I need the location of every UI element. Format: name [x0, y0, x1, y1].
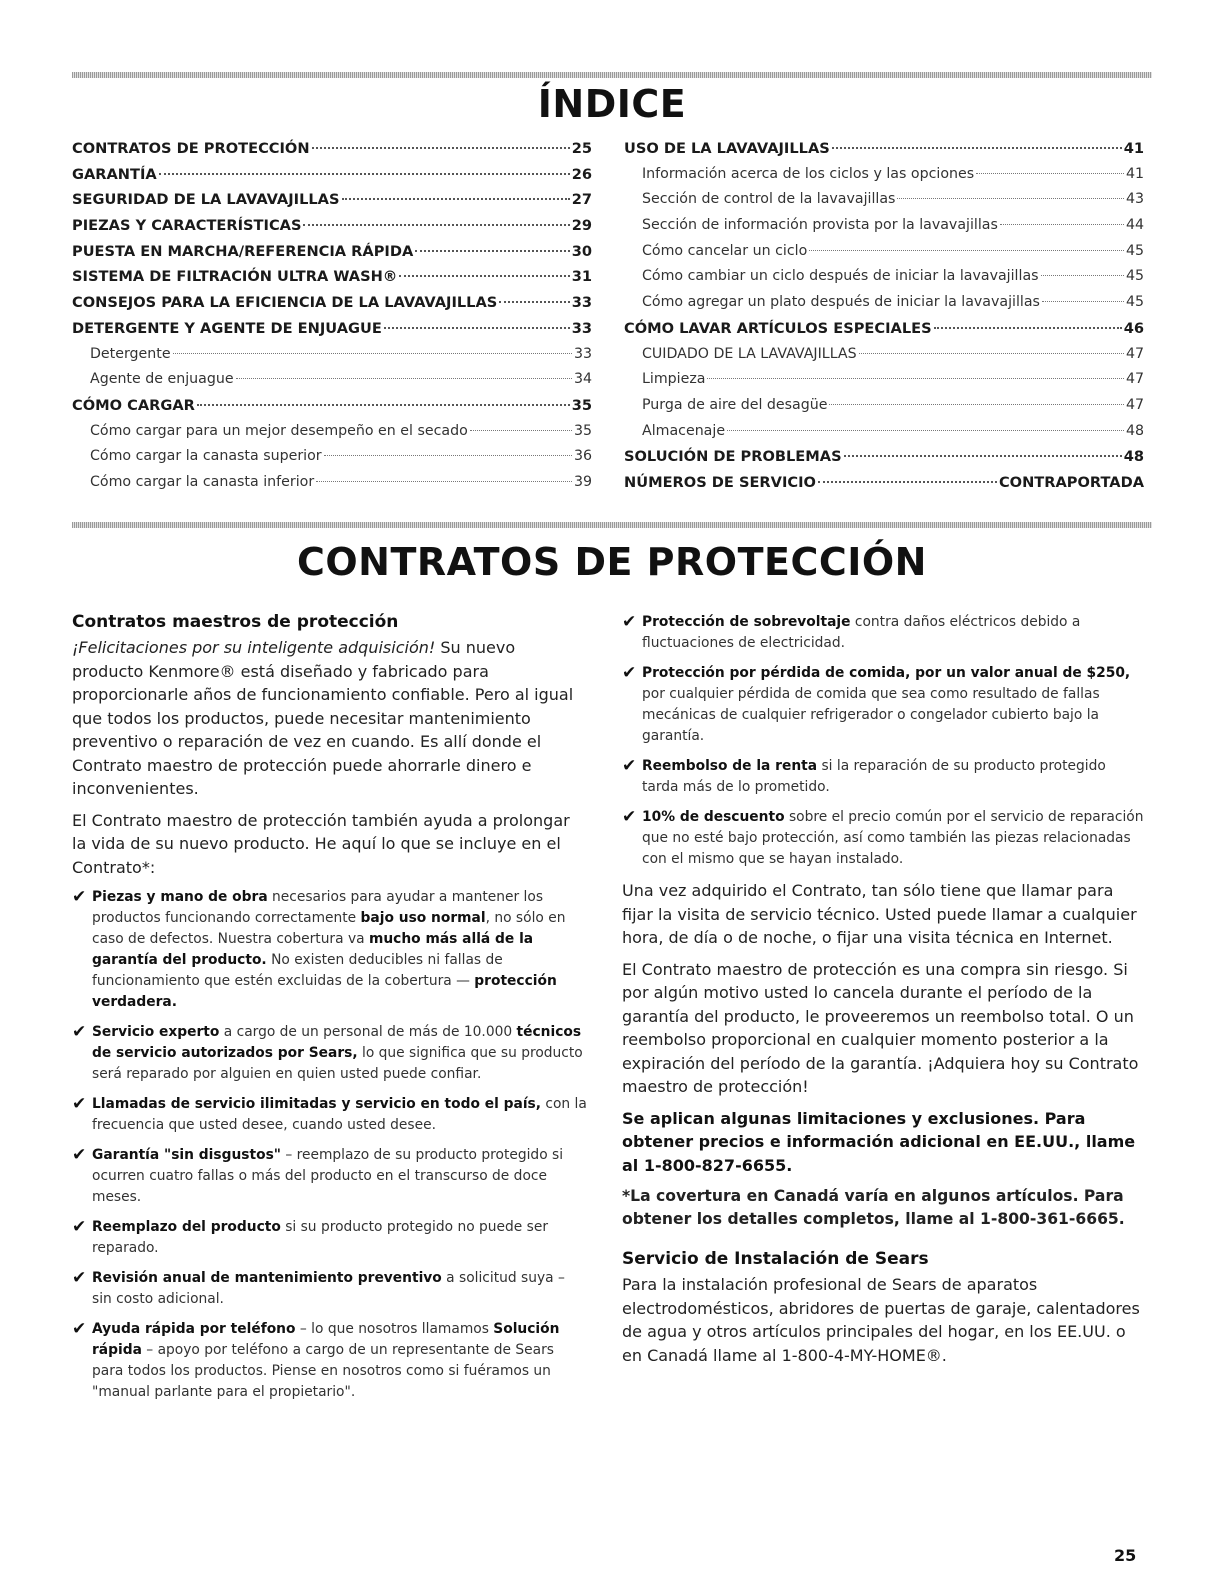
benefit-bold-text: Ayuda rápida por teléfono [92, 1321, 296, 1337]
benefit-text: – apoyo por teléfono a cargo de un representante de Sears para todos los productos. Piense en nosotros como si fuéramos un "manual parlante para el propietario". [92, 1342, 554, 1400]
toc-entry[interactable] [624, 444, 1144, 470]
toc-entry[interactable] [72, 342, 592, 368]
benefit-text: sobre el precio común por el servicio de reparación que no esté bajo protección, así como también las piezas relacionadas con el mismo que se hayan instalado. [642, 809, 1144, 867]
toc-entry[interactable] [72, 316, 592, 342]
benefit-bold-text: mucho más allá de la garantía del producto. [92, 931, 534, 968]
toc-leader-dots [934, 327, 1122, 329]
limitations-paragraph: Se aplican algunas limitaciones y exclusiones. Para obtener precios e información adicional en EE.UU., llame al 1-800-827-6655. [622, 1108, 1136, 1175]
page-number: 25 [1114, 1546, 1137, 1565]
benefit-item [72, 1268, 588, 1310]
toc-entry[interactable] [624, 264, 1144, 290]
checkmark-icon: ✔ [622, 612, 637, 632]
toc-entry-page: 33 [573, 345, 592, 362]
schedule-paragraph: Una vez adquirido el Contrato, tan sólo tiene que llamar para fijar la visita de servicio técnico. Usted puede llamar a cualquier hora, de día o de noche, o fijar una visita técnica en Internet. [622, 881, 1137, 947]
toc-entry-label: Información acerca de los ciclos y las opciones [642, 165, 975, 182]
canada-note: *La covertura en Canadá varía en algunos artículos. Para obtener los detalles completos, llame al 1-800-361-6665. [622, 1187, 1125, 1228]
toc-leader-dots [707, 378, 1123, 379]
benefit-bold-text: bajo uso normal [360, 910, 486, 926]
index-title: ÍNDICE [537, 82, 687, 126]
benefit-bold-text: Llamadas de servicio ilimitadas y servicio en todo el país, [92, 1096, 541, 1112]
toc-leader-dots [159, 173, 570, 175]
benefit-item [72, 1319, 588, 1403]
toc-leader-dots [312, 147, 570, 149]
benefit-text: a cargo de un personal de más de 10.000 [219, 1024, 517, 1040]
checkmark-icon: ✔ [72, 1094, 87, 1114]
toc-entry-page: 25 [571, 140, 592, 157]
toc-entry-label: USO DE LA LAVAVAJILLAS [624, 140, 830, 157]
toc-entry-page: 45 [1125, 294, 1144, 311]
toc-leader-dots [727, 430, 1124, 431]
benefit-bold-text: Solución rápida [92, 1321, 560, 1358]
toc-leader-dots [399, 275, 569, 277]
toc-entry-page: 47 [1125, 396, 1144, 413]
toc-entry-page: 45 [1125, 242, 1144, 259]
toc-entry[interactable] [624, 162, 1144, 188]
benefit-text: con la frecuencia que usted desee, cuando usted desee. [92, 1096, 587, 1133]
benefit-item [72, 1217, 588, 1259]
intro-paragraph [72, 636, 588, 801]
toc-leader-dots [809, 250, 1124, 251]
benefit-item [72, 1094, 588, 1136]
toc-entry[interactable] [624, 187, 1144, 213]
toc-entry-page: 41 [1125, 165, 1144, 182]
toc-leader-dots [415, 250, 569, 252]
section-rule [72, 522, 1152, 528]
checkmark-icon: ✔ [72, 1145, 87, 1165]
right-benefits-list [622, 612, 1146, 870]
toc-entry-label: Cómo cargar para un mejor desempeño en el secado [90, 422, 468, 439]
toc-entry-page: 48 [1125, 422, 1144, 439]
toc-entry[interactable] [624, 316, 1144, 342]
toc-entry[interactable] [72, 239, 592, 265]
toc-entry[interactable] [624, 213, 1144, 239]
masters-heading: Contratos maestros de protección [72, 612, 399, 632]
toc-entry[interactable] [72, 393, 592, 419]
benefit-text: – lo que nosotros llamamos [295, 1321, 494, 1337]
toc-entry[interactable] [72, 419, 592, 445]
toc-leader-dots [829, 404, 1123, 405]
toc-leader-dots [499, 301, 569, 303]
toc-leader-dots [1000, 224, 1124, 225]
benefit-bold-text: 10% de descuento [642, 809, 785, 825]
toc-entry[interactable] [72, 444, 592, 470]
checkmark-icon: ✔ [72, 1268, 87, 1288]
toc-entry-page: CONTRAPORTADA [998, 473, 1144, 491]
toc-entry[interactable] [72, 367, 592, 393]
benefit-bold-text: técnicos de servicio autorizados por Sears, [92, 1024, 582, 1061]
top-rule [72, 72, 1152, 78]
toc-entry-page: 47 [1125, 371, 1144, 388]
toc-entry-page: 41 [1123, 140, 1144, 157]
toc-leader-dots [316, 481, 572, 482]
toc-entry-page: 35 [573, 422, 592, 439]
benefit-item [622, 807, 1146, 870]
benefit-text: necesarios para ayudar a mantener los productos funcionando correctamente [92, 889, 544, 926]
toc-entry-label: Almacenaje [642, 422, 726, 439]
toc-leader-dots [197, 404, 570, 406]
toc-entry[interactable] [72, 264, 592, 290]
checkmark-icon: ✔ [622, 663, 637, 683]
toc-entry[interactable] [624, 342, 1144, 368]
toc-leader-dots [236, 378, 572, 379]
toc-entry-label: Cómo cargar la canasta inferior [90, 473, 315, 490]
benefit-bold-text: Reemplazo del producto [92, 1219, 281, 1235]
toc-entry-page: 36 [573, 448, 592, 465]
benefit-bold-text: Garantía "sin disgustos" [92, 1147, 281, 1163]
toc-entry[interactable] [624, 239, 1144, 265]
toc-entry-label: Detergente [90, 345, 171, 362]
toc-entry-page: 30 [571, 242, 592, 260]
toc-leader-dots [1041, 275, 1124, 276]
benefit-bold-text: Servicio experto [92, 1024, 220, 1040]
toc-entry-page: 29 [571, 217, 592, 235]
benefit-text: No existen deducibles ni fallas de funcionamiento que estén excluidas de la cobertura — [92, 952, 503, 989]
toc-entry-label: DETERGENTE Y AGENTE DE ENJUAGUE [72, 319, 382, 337]
toc-leader-dots [897, 198, 1123, 199]
toc-entry-page: 46 [1123, 319, 1144, 337]
benefit-text: contra daños eléctricos debido a fluctuaciones de electricidad. [642, 614, 1081, 651]
toc-entry-page: 39 [573, 473, 592, 490]
toc-entry-label: SISTEMA DE FILTRACIÓN ULTRA WASH® [72, 268, 398, 286]
toc-entry-page: 34 [573, 371, 592, 388]
benefit-bold-text: Piezas y mano de obra [92, 889, 268, 905]
benefit-text: , no sólo en caso de defectos. Nuestra cobertura va [92, 910, 566, 947]
toc-entry-label: CÓMO LAVAR ARTÍCULOS ESPECIALES [624, 319, 932, 337]
benefit-text: – reemplazo de su producto protegido si ocurren cuatro fallas o más del producto en el transcurso de doce meses. [92, 1147, 564, 1205]
toc-entry[interactable] [72, 162, 592, 188]
toc-entry[interactable] [624, 290, 1144, 316]
benefit-item [72, 1022, 588, 1085]
toc-entry[interactable] [72, 470, 592, 496]
benefit-text: a solicitud suya – sin costo adicional. [92, 1270, 565, 1307]
benefit-bold-text: Protección de sobrevoltaje [642, 614, 851, 630]
risk-free-paragraph: El Contrato maestro de protección es una compra sin riesgo. Si por algún motivo usted lo cancela durante el período de la garantía del producto, le proveeremos un reembolso total. O un reembolso proporcional en cualquier momento posterior a la expiración del período de la garantía. ¡Adquiera hoy su Contrato maestro de protección! [622, 959, 1139, 1096]
benefit-item [622, 756, 1146, 798]
toc-entry[interactable] [72, 213, 592, 239]
toc-entry-page: 35 [571, 396, 592, 414]
toc-entry-label: Cómo cambiar un ciclo después de iniciar la lavavajillas [642, 268, 1039, 285]
toc-entry-label: Sección de control de la lavavajillas [642, 191, 896, 208]
toc-entry-label: Agente de enjuague [90, 371, 234, 388]
toc-entry-label: Sección de información provista por la lavavajillas [642, 217, 998, 234]
toc-entry-label: Cómo cancelar un ciclo [642, 242, 808, 259]
benefit-bold-text: Revisión anual de mantenimiento preventivo [92, 1270, 442, 1286]
benefit-bold-text: Protección por pérdida de comida, por un valor anual de $250, [642, 665, 1131, 681]
toc-leader-dots [976, 173, 1124, 174]
toc-entry[interactable] [624, 419, 1144, 445]
checkmark-icon: ✔ [72, 887, 87, 907]
toc-entry-page: 33 [571, 319, 592, 337]
toc-entry-label: Cómo agregar un plato después de iniciar la lavavajillas [642, 294, 1040, 311]
toc-entry-label: SOLUCIÓN DE PROBLEMAS [624, 448, 842, 466]
toc-entry[interactable] [72, 290, 592, 316]
section-title: CONTRATOS DE PROTECCIÓN [296, 540, 927, 584]
includes-paragraph: El Contrato maestro de protección también ayuda a prolongar la vida de su nuevo producto. He aquí lo que se incluye en el Contrato*: [72, 810, 570, 877]
toc-entry-page: 48 [1123, 448, 1144, 466]
benefit-text: si la reparación de su producto protegido tarda más de lo prometido. [642, 758, 1106, 795]
toc-leader-dots [1042, 301, 1124, 302]
toc-leader-dots [844, 455, 1122, 457]
toc-entry-label: Limpieza [642, 371, 706, 388]
toc-entry-label: NÚMEROS DE SERVICIO [624, 473, 816, 491]
checkmark-icon: ✔ [72, 1022, 87, 1042]
right-column [622, 612, 1146, 1375]
benefit-item [622, 663, 1146, 747]
toc-left-column [72, 136, 592, 496]
toc-leader-dots [324, 455, 572, 456]
left-column [72, 612, 588, 1412]
toc-entry-page: 44 [1125, 217, 1144, 234]
toc-leader-dots [859, 353, 1124, 354]
toc-entry-label: SEGURIDAD DE LA LAVAVAJILLAS [72, 191, 340, 209]
toc-right-column [624, 136, 1144, 496]
toc-leader-dots [342, 198, 570, 200]
toc-entry[interactable] [624, 367, 1144, 393]
benefit-text: si su producto protegido no puede ser reparado. [92, 1219, 549, 1256]
toc-leader-dots [384, 327, 570, 329]
toc-entry-page: 33 [571, 294, 592, 312]
toc-entry-page: 26 [571, 165, 592, 183]
toc-leader-dots [470, 430, 572, 431]
toc-entry-page: 45 [1125, 268, 1144, 285]
toc-entry-page: 31 [571, 268, 592, 286]
toc-leader-dots [818, 481, 997, 483]
toc-leader-dots [173, 353, 572, 354]
toc-entry-page: 47 [1125, 345, 1144, 362]
checkmark-icon: ✔ [622, 756, 637, 776]
toc-entry-label: PIEZAS Y CARACTERÍSTICAS [72, 217, 302, 235]
checkmark-icon: ✔ [622, 807, 637, 827]
intro-emphasis: ¡Felicitaciones por su inteligente adquisición! [72, 638, 436, 657]
checkmark-icon: ✔ [72, 1217, 87, 1237]
intro-rest: Su nuevo producto Kenmore® está diseñado y fabricado para proporcionarle años de funcionamiento confiable. Pero al igual que todos los productos, puede necesitar mantenimiento preventivo o reparación de vez en cuando. Es allí donde el Contrato maestro de protección puede ahorrarle dinero e inconvenientes. [72, 638, 574, 798]
checkmark-icon: ✔ [72, 1319, 87, 1339]
benefit-text: por cualquier pérdida de comida que sea como resultado de fallas mecánicas de cualquier refrigerador o congelador cubierto bajo la garantía. [642, 686, 1100, 744]
toc-entry[interactable] [624, 393, 1144, 419]
benefit-item [72, 1145, 588, 1208]
benefit-item [72, 887, 588, 1013]
toc-entry-label: CÓMO CARGAR [72, 396, 195, 414]
toc-entry-label: CONSEJOS PARA LA EFICIENCIA DE LA LAVAVAJILLAS [72, 294, 498, 312]
benefit-bold-text: protección verdadera. [92, 973, 557, 1010]
toc-entry-label: CONTRATOS DE PROTECCIÓN [72, 140, 310, 157]
benefit-bold-text: Reembolso de la renta [642, 758, 818, 774]
benefit-item [622, 612, 1146, 654]
toc-entry[interactable] [72, 187, 592, 213]
toc-entry-label: PUESTA EN MARCHA/REFERENCIA RÁPIDA [72, 242, 414, 260]
toc-entry[interactable] [624, 470, 1144, 496]
toc-entry-page: 43 [1125, 191, 1144, 208]
install-paragraph: Para la instalación profesional de Sears de aparatos electrodomésticos, abridores de puertas de garaje, calentadores de agua y otros artículos principales del hogar, en los EE.UU. o en Canadá llame al 1-800-4-MY-HOME®. [622, 1275, 1140, 1365]
toc-entry-page: 27 [571, 191, 592, 209]
toc-entry[interactable] [624, 136, 1144, 162]
install-heading: Servicio de Instalación de Sears [622, 1249, 929, 1269]
toc-entry[interactable] [72, 136, 592, 162]
toc-leader-dots [832, 147, 1122, 149]
toc-entry-label: Cómo cargar la canasta superior [90, 448, 322, 465]
toc-entry-label: Purga de aire del desagüe [642, 396, 828, 413]
benefit-text: lo que significa que su producto será reparado por alguien en quien usted puede confiar. [92, 1045, 583, 1082]
left-benefits-list [72, 887, 588, 1403]
toc-entry-label: GARANTÍA [72, 165, 157, 183]
toc-entry-label: CUIDADO DE LA LAVAVAJILLAS [642, 345, 857, 362]
toc-leader-dots [303, 224, 569, 226]
